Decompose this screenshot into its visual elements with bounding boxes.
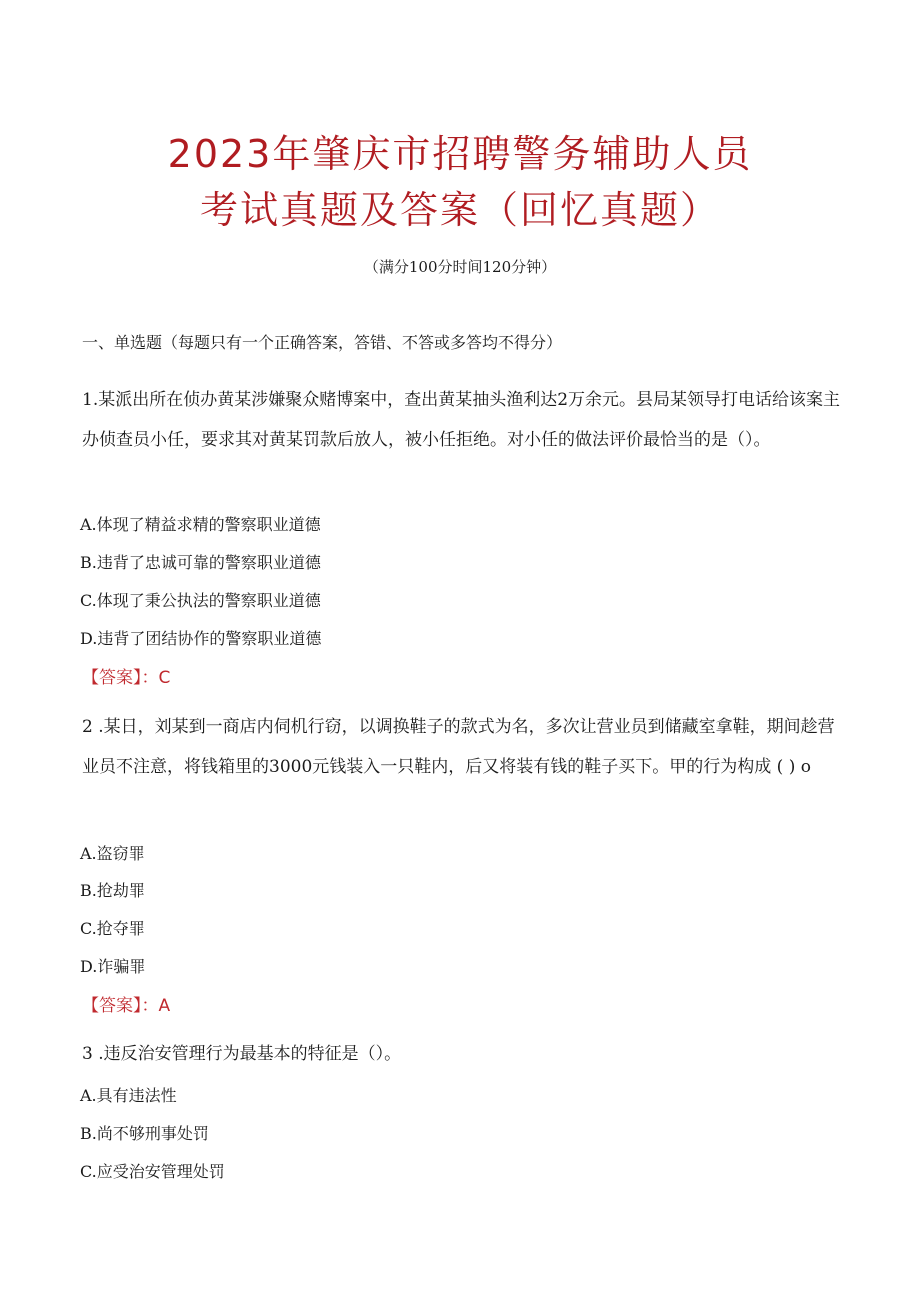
answer-value: C xyxy=(158,668,171,688)
question-1-answer xyxy=(82,666,170,690)
exam-info: （满分100分时间120分钟） xyxy=(363,258,557,276)
answer-value: A xyxy=(158,996,171,1016)
section-heading: 一、单选题（每题只有一个正确答案，答错、不答或多答均不得分） xyxy=(82,333,563,352)
question-1-option-b: B.违背了忠诚可靠的警察职业道德 xyxy=(80,553,321,572)
question-2-option-c: C.抢夺罪 xyxy=(80,919,145,938)
question-2-option-b: B.抢劫罪 xyxy=(80,881,145,900)
question-2-answer xyxy=(82,994,170,1018)
question-1-option-a: A.体现了精益求精的警察职业道德 xyxy=(80,515,321,534)
question-3-option-b: B.尚不够刑事处罚 xyxy=(80,1124,209,1143)
question-2-text: 2 .某日，刘某到一商店内伺机行窃，以调换鞋子的款式为名，多次让营业员到储藏室拿鞋，期间趁营业员不注意，将钱箱里的3000元钱装入一只鞋内，后又将装有钱的鞋子买下。甲的行为构成 ( ) o xyxy=(82,717,835,777)
question-3-option-c: C.应受治安管理处罚 xyxy=(80,1162,225,1181)
question-1-option-c: C.体现了秉公执法的警察职业道德 xyxy=(80,591,321,610)
question-2-option-d: D.诈骗罪 xyxy=(80,957,146,976)
document-title-line2: 考试真题及答案（回忆真题） xyxy=(199,188,720,232)
answer-label: 【答案】： xyxy=(82,996,159,1016)
question-2-option-a: A.盗窃罪 xyxy=(80,844,145,863)
answer-label: 【答案】： xyxy=(82,668,159,688)
document-title-line1: 2023年肇庆市招聘警务辅助人员 xyxy=(167,132,753,176)
question-1-option-d: D.违背了团结协作的警察职业道德 xyxy=(80,629,322,648)
question-1-text: 1.某派出所在侦办黄某涉嫌聚众赌博案中，查出黄某抽头渔利达2万余元。县局某领导打电话给该案主办侦查员小任，要求其对黄某罚款后放人，被小任拒绝。对小任的做法评价最恰当的是（）。 xyxy=(82,390,841,450)
question-3-option-a: A.具有违法性 xyxy=(80,1086,177,1105)
question-3-text: 3 .违反治安管理行为最基本的特征是（）。 xyxy=(82,1044,402,1064)
